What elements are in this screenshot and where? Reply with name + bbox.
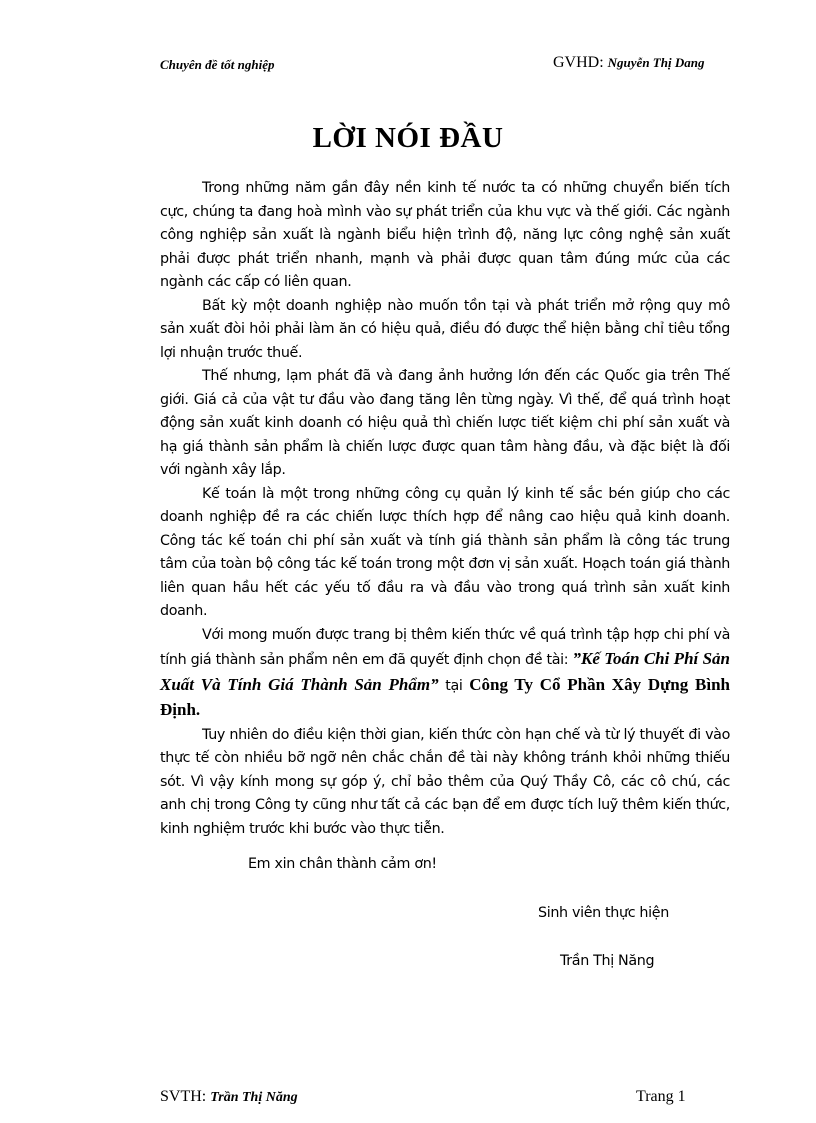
footer-student <box>160 1088 298 1106</box>
thanks-line: Em xin chân thành cảm ơn! <box>248 856 437 872</box>
paragraph-5 <box>160 624 730 724</box>
paragraph-1: Trong những năm gần đây nền kinh tế nước ta có những chuyển biến tích cực, chúng ta đang hoà mình vào sự phát triển của khu vực và thế giới. Các ngành công nghiệp sản xuất là ngành biểu hiện trình độ, năng lực công nghệ sản xuất phải được phát triển nhanh, mạnh và phải được quan tâm đúng mức của các ngành các cấp có liên quan. <box>160 180 730 290</box>
student-label: SVTH: <box>160 1088 207 1105</box>
paragraph-4: Kế toán là một trong những công cụ quản lý kinh tế sắc bén giúp cho các doanh nghiệp đề ra các chiến lược thích hợp để nâng cao hiệu quả kinh doanh. Công tác kế toán chi phí sản xuất và tính giá thành sản phẩm là công tác trung tâm của toàn bộ công tác kế toán trong một đơn vị sản xuất. Hoạch toán giá thành liên quan hầu hết các yếu tố đầu ra và đầu vào trong quá trình sản xuất kinh doanh. <box>160 485 730 619</box>
header-advisor <box>553 54 704 72</box>
paragraph-5-connector: tại <box>438 677 470 694</box>
advisor-label: GVHD: <box>553 54 604 71</box>
advisor-name: Nguyễn Thị Dang <box>607 55 705 70</box>
paragraph-5-intro: Với mong muốn được trang bị thêm kiến thức về quá trình tập hợp chi phí và tính giá thành sản phẩm nên em đã quyết định chọn đề tài: <box>160 626 730 668</box>
signature-role: Sinh viên thực hiện <box>538 905 669 921</box>
document-body <box>160 177 730 841</box>
paragraph-3: Thế nhưng, lạm phát đã và đang ảnh hưởng lớn đến các Quốc gia trên Thế giới. Giá cả của vật tư đầu vào đang tăng lên từng ngày. Vì thế, để quá trình hoạt động sản xuất kinh doanh có hiệu quả thì chiến lược tiết kiệm chi phí sản xuất và hạ giá thành sản phẩm là chiến lược được quan tâm hàng đầu, và đặc biệt là đối với ngành xây lắp. <box>160 368 730 478</box>
company-name: Công Ty Cổ Phần Xây Dựng Bình Định. <box>160 674 730 719</box>
paragraph-2: Bất kỳ một doanh nghiệp nào muốn tồn tại và phát triển mở rộng quy mô sản xuất đòi hỏi phải làm ăn có hiệu quả, điều đó được thể hiện bằng chỉ tiêu tổng lợi nhuận trước thuế. <box>160 297 730 361</box>
header-left-title: Chuyên đề tốt nghiệp <box>160 57 275 72</box>
page-number: Trang 1 <box>636 1088 686 1105</box>
paragraph-6: Tuy nhiên do điều kiện thời gian, kiến thức còn hạn chế và từ lý thuyết đi vào thực tế còn nhiều bỡ ngỡ nên chắc chắn đề tài này không tránh khỏi những thiếu sót. Vì vậy kính mong sự góp ý, chỉ bảo thêm của Quý Thầy Cô, các cô chú, các anh chị trong Công ty cũng như tất cả các bạn để em được tích luỹ thêm kiến thức, kinh nghiệm trước khi bước vào thực tiễn. <box>160 726 730 837</box>
signature-name: Trần Thị Năng <box>560 953 655 969</box>
thesis-topic: ”Kế Toán Chi Phí Sản Xuất Và Tính Giá Thành Sản Phẩm” <box>160 649 730 694</box>
page-title: LỜI NÓI ĐẦU <box>312 122 504 154</box>
student-name: Trần Thị Năng <box>210 1090 298 1105</box>
